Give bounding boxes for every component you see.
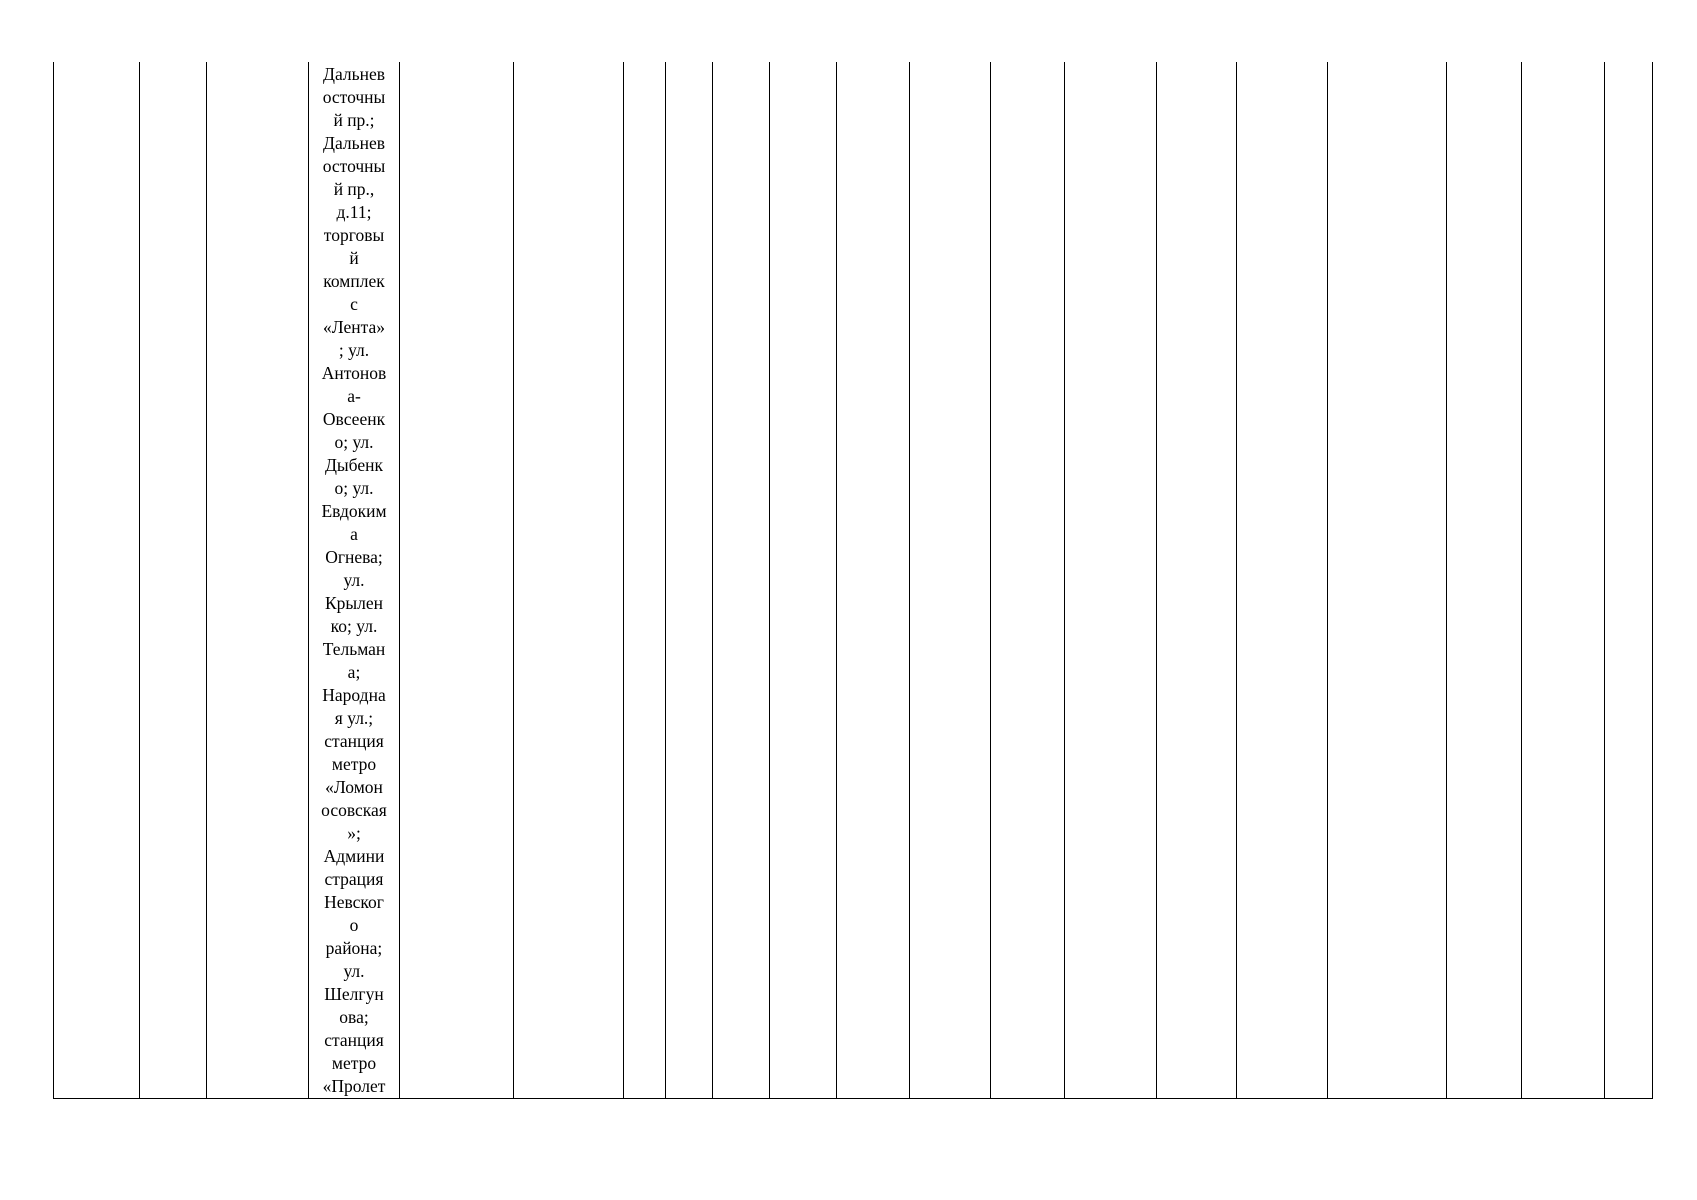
address-line: о; ул. <box>334 478 374 498</box>
address-line: района; <box>325 938 383 958</box>
address-line: метро <box>331 1053 377 1073</box>
table-cell <box>1157 62 1237 1099</box>
address-line: станция <box>324 1030 384 1050</box>
table-cell <box>1328 62 1447 1099</box>
address-line: с <box>350 294 358 314</box>
address-line: торговы <box>323 225 385 245</box>
table-cell <box>514 62 624 1099</box>
address-line: о <box>349 915 359 935</box>
address-line: ова; <box>339 1007 369 1027</box>
address-line: станция <box>324 731 384 751</box>
address-line: Невског <box>324 892 384 912</box>
address-line: Народна <box>322 685 386 705</box>
address-line: Евдоким <box>321 501 387 521</box>
address-line: Антонов <box>321 363 387 383</box>
address-line: д.11; <box>336 202 372 222</box>
address-line: о; ул. <box>334 432 374 452</box>
table-cell <box>1065 62 1157 1099</box>
address-line: комплек <box>323 271 385 291</box>
address-line: ко; ул. <box>330 616 378 636</box>
table-cell <box>207 62 309 1099</box>
address-line: ул. <box>343 961 365 981</box>
table-cell <box>770 62 837 1099</box>
address-line: «Ломон <box>325 777 383 797</box>
table-cell <box>624 62 666 1099</box>
address-line: Дальнев <box>323 133 385 153</box>
address-line: я ул.; <box>334 708 374 728</box>
table-cell <box>1522 62 1605 1099</box>
table-cell <box>666 62 713 1099</box>
address-cell <box>309 62 400 1099</box>
table-cell <box>837 62 910 1099</box>
address-line: «Лента» <box>322 317 385 337</box>
address-line: метро <box>331 754 377 774</box>
address-line: Админи <box>323 846 385 866</box>
address-line: а- <box>347 386 361 406</box>
table-cell <box>54 62 140 1099</box>
table-cell <box>140 62 207 1099</box>
address-line: осовская <box>321 800 387 820</box>
address-line: осточны <box>322 87 386 107</box>
address-line: й пр., <box>333 179 375 199</box>
address-line: »; <box>347 823 361 843</box>
table-cell <box>713 62 770 1099</box>
address-text <box>309 62 399 1098</box>
table-cell <box>1237 62 1328 1099</box>
address-line: а <box>350 524 358 544</box>
address-line: Тельман <box>322 639 386 659</box>
address-line: Огнева; <box>325 547 383 567</box>
address-line: Овсеенк <box>322 409 386 429</box>
table-cell <box>910 62 991 1099</box>
table-row <box>54 62 1653 1099</box>
address-line: осточны <box>322 156 386 176</box>
address-line: Шелгун <box>324 984 384 1004</box>
address-line: Дыбенк <box>324 455 383 475</box>
address-line: страция <box>324 869 384 889</box>
table-cell <box>400 62 514 1099</box>
address-line: Крылен <box>324 593 384 613</box>
address-line: й пр.; <box>333 110 375 130</box>
schedule-table <box>53 62 1653 1099</box>
address-line: а; <box>347 662 361 682</box>
address-line: ул. <box>343 570 365 590</box>
address-line: й <box>349 248 359 268</box>
address-line: «Пролет <box>322 1076 386 1096</box>
table-cell <box>1605 62 1653 1099</box>
address-line: ; ул. <box>338 340 370 360</box>
address-line: Дальнев <box>323 64 385 84</box>
table-cell <box>1447 62 1522 1099</box>
table-cell <box>991 62 1065 1099</box>
